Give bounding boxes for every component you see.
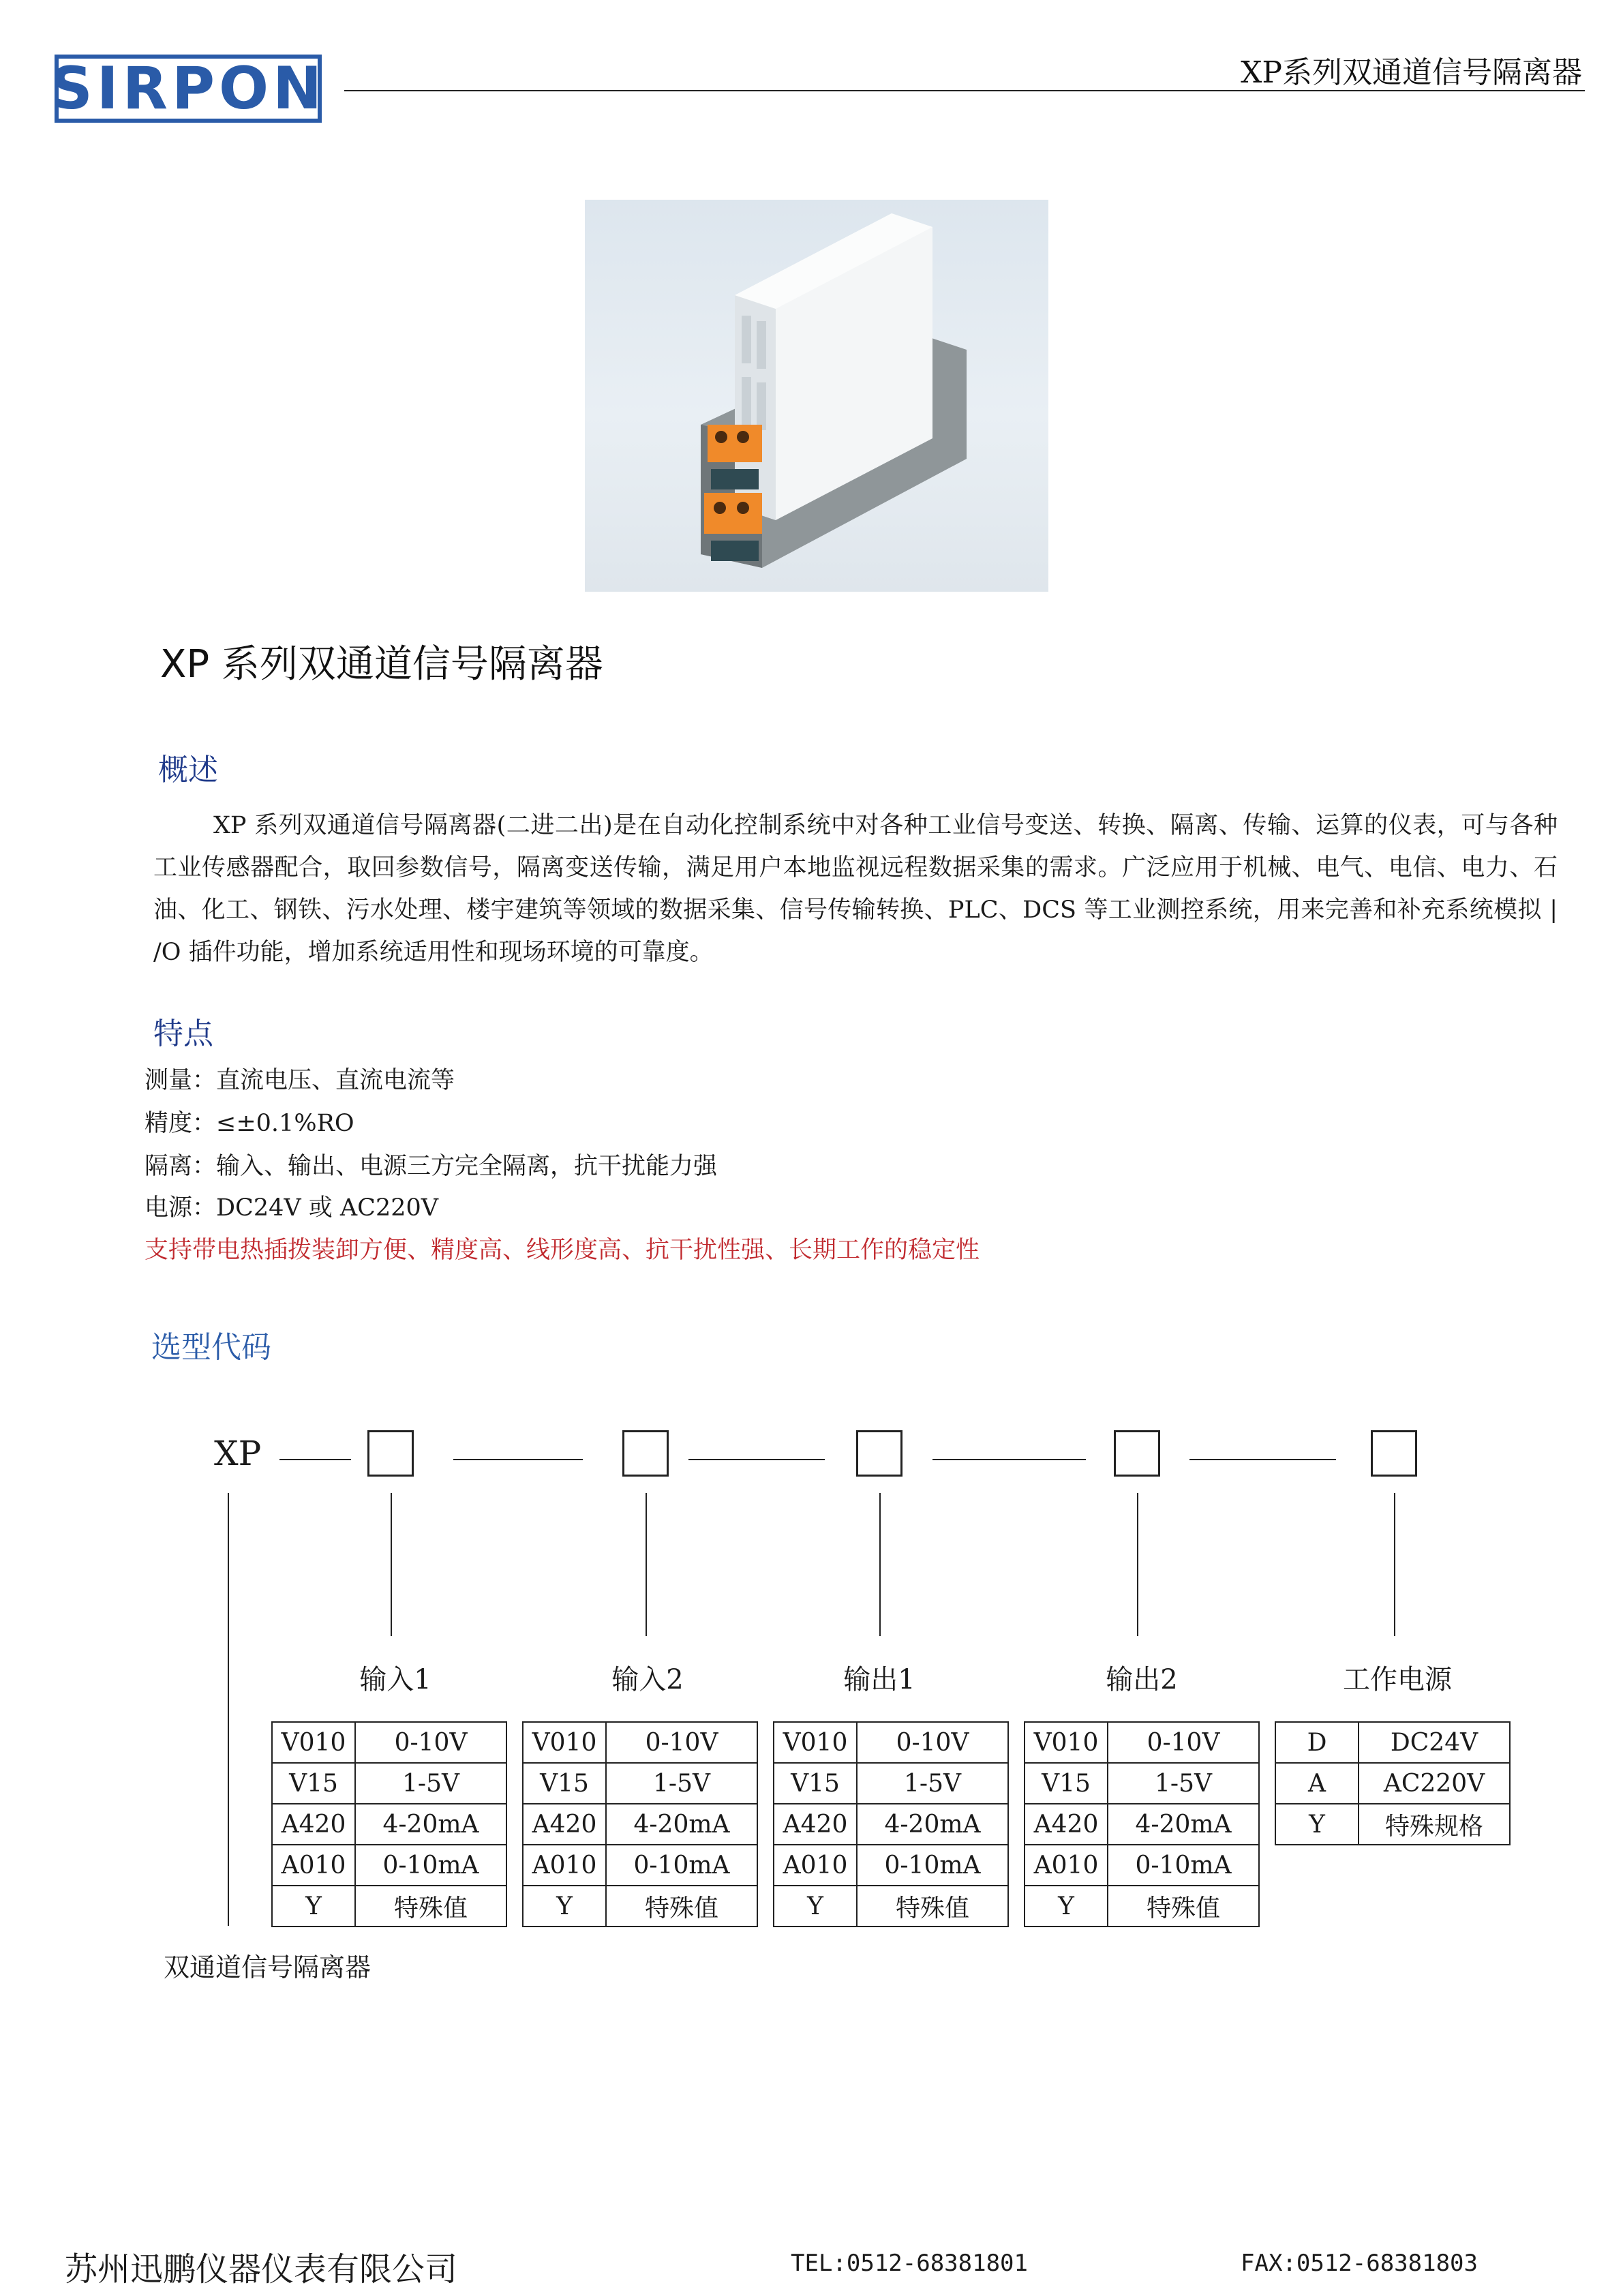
column-label-input2: 输入2 xyxy=(611,1664,684,1695)
option-value: 0-10mA xyxy=(355,1845,506,1886)
prefix-drop-line xyxy=(228,1493,229,1926)
option-value: 4-20mA xyxy=(857,1804,1008,1845)
option-code: V15 xyxy=(1025,1763,1108,1804)
option-value: 1-5V xyxy=(606,1763,757,1804)
option-code: Y xyxy=(272,1886,355,1927)
table-row xyxy=(272,1722,506,1763)
footer-fax: FAX:0512-68381803 xyxy=(1241,2250,1478,2277)
code-box-output1 xyxy=(856,1430,902,1477)
selection-heading: 选型代码 xyxy=(151,1330,271,1365)
option-value: 特殊值 xyxy=(857,1886,1008,1927)
table-row xyxy=(774,1722,1008,1763)
option-code: A420 xyxy=(1025,1804,1108,1845)
option-value: 1-5V xyxy=(1108,1763,1259,1804)
options-table-output1 xyxy=(773,1721,1009,1927)
feature-highlight: 支持带电热插拨装卸方便、精度高、线形度高、抗干扰性强、长期工作的稳定性 xyxy=(145,1237,980,1264)
option-value: 特殊值 xyxy=(1108,1886,1259,1927)
code-box-output2 xyxy=(1114,1430,1160,1477)
table-row xyxy=(774,1845,1008,1886)
option-value: 4-20mA xyxy=(355,1804,506,1845)
footer-tel: TEL:0512-68381801 xyxy=(791,2250,1028,2277)
option-code: A420 xyxy=(774,1804,857,1845)
table-row xyxy=(523,1722,757,1763)
option-value: 特殊值 xyxy=(355,1886,506,1927)
table-row xyxy=(1275,1804,1510,1845)
feature-item: 电源：DC24V 或 AC220V xyxy=(145,1194,439,1222)
table-row xyxy=(774,1763,1008,1804)
option-value: 0-10V xyxy=(355,1722,506,1763)
option-code: V010 xyxy=(523,1722,606,1763)
table-row xyxy=(523,1763,757,1804)
drop-line xyxy=(879,1493,881,1636)
option-code: A420 xyxy=(272,1804,355,1845)
feature-item: 隔离：输入、输出、电源三方完全隔离，抗干扰能力强 xyxy=(145,1153,718,1180)
options-table-output2 xyxy=(1024,1721,1260,1927)
drop-line xyxy=(646,1493,647,1636)
table-row xyxy=(1275,1763,1510,1804)
feature-item: 测量：直流电压、直流电流等 xyxy=(145,1067,455,1094)
option-value: 4-20mA xyxy=(1108,1804,1259,1845)
drop-line xyxy=(391,1493,392,1636)
option-value: 0-10mA xyxy=(857,1845,1008,1886)
column-label-output2: 输出2 xyxy=(1106,1664,1178,1695)
option-code: A010 xyxy=(523,1845,606,1886)
option-value: 1-5V xyxy=(857,1763,1008,1804)
option-value: 特殊值 xyxy=(606,1886,757,1927)
table-row xyxy=(1025,1763,1259,1804)
table-row xyxy=(523,1886,757,1927)
table-row xyxy=(1025,1886,1259,1927)
connector-line xyxy=(1189,1459,1336,1460)
company-logo xyxy=(50,55,327,123)
table-row xyxy=(774,1886,1008,1927)
option-value: 4-20mA xyxy=(606,1804,757,1845)
table-row xyxy=(523,1804,757,1845)
option-value: 0-10V xyxy=(606,1722,757,1763)
column-label-power: 工作电源 xyxy=(1343,1664,1452,1695)
logo-text: SIRPON xyxy=(50,55,327,123)
option-code: Y xyxy=(774,1886,857,1927)
option-value: 0-10mA xyxy=(1108,1845,1259,1886)
model-prefix: XP xyxy=(214,1434,262,1473)
code-box-input1 xyxy=(367,1430,414,1477)
table-row xyxy=(1025,1722,1259,1763)
page-title: XP 系列双通道信号隔离器 xyxy=(160,642,603,686)
option-code: Y xyxy=(523,1886,606,1927)
option-code: A420 xyxy=(523,1804,606,1845)
option-value: 0-10mA xyxy=(606,1845,757,1886)
option-value: 1-5V xyxy=(355,1763,506,1804)
table-row xyxy=(1025,1804,1259,1845)
table-row xyxy=(272,1845,506,1886)
option-code: V15 xyxy=(523,1763,606,1804)
table-row xyxy=(1275,1722,1510,1763)
table-row xyxy=(774,1804,1008,1845)
option-code: V15 xyxy=(774,1763,857,1804)
option-code: V010 xyxy=(1025,1722,1108,1763)
option-value: DC24V xyxy=(1359,1722,1510,1763)
option-value: 0-10V xyxy=(857,1722,1008,1763)
features-heading: 特点 xyxy=(153,1016,213,1051)
column-label-input1: 输入1 xyxy=(359,1664,431,1695)
table-row xyxy=(272,1886,506,1927)
table-row xyxy=(272,1804,506,1845)
options-table-power xyxy=(1275,1721,1511,1845)
option-code: A xyxy=(1275,1763,1359,1804)
header-divider xyxy=(344,90,1585,91)
table-row xyxy=(272,1763,506,1804)
option-code: D xyxy=(1275,1722,1359,1763)
option-code: V010 xyxy=(272,1722,355,1763)
product-name-label: 双通道信号隔离器 xyxy=(164,1952,371,1982)
code-box-input2 xyxy=(622,1430,669,1477)
option-value: 0-10V xyxy=(1108,1722,1259,1763)
table-row xyxy=(1025,1845,1259,1886)
table-row xyxy=(523,1845,757,1886)
connector-line xyxy=(453,1459,583,1460)
column-label-output1: 输出1 xyxy=(843,1664,915,1695)
option-code: V010 xyxy=(774,1722,857,1763)
drop-line xyxy=(1137,1493,1138,1636)
overview-paragraph: XP 系列双通道信号隔离器(二进二出)是在自动化控制系统中对各种工业信号变送、转换、隔离、传输、运算的仪表，可与各种工业传感器配合，取回参数信号，隔离变送传输，满足用户本地监视远程数据采集的需求。广泛应用于机械、电气、电信、电力、石油、化工、钢铁、污水处理、楼宇建筑等领域的数据采集、信号传输转换、PLC、DCS 等工业测控系统，用来完善和补充系统模拟 | /O 插件功能，增加系统适用性和现场环境的可靠度。 xyxy=(153,812,1558,966)
option-code: V15 xyxy=(272,1763,355,1804)
product-image xyxy=(585,200,1048,592)
option-code: A010 xyxy=(272,1845,355,1886)
connector-line xyxy=(932,1459,1086,1460)
overview-heading: 概述 xyxy=(158,753,218,787)
option-code: Y xyxy=(1025,1886,1108,1927)
connector-line xyxy=(688,1459,825,1460)
options-table-input1 xyxy=(271,1721,507,1927)
connector-line xyxy=(279,1459,351,1460)
option-code: A010 xyxy=(1025,1845,1108,1886)
option-code: Y xyxy=(1275,1804,1359,1845)
option-value: 特殊规格 xyxy=(1359,1804,1510,1845)
option-code: A010 xyxy=(774,1845,857,1886)
drop-line xyxy=(1394,1493,1395,1636)
code-box-power xyxy=(1371,1430,1417,1477)
options-table-input2 xyxy=(522,1721,758,1927)
header-title: XP系列双通道信号隔离器 xyxy=(1241,55,1582,90)
option-value: AC220V xyxy=(1359,1763,1510,1804)
feature-item: 精度：≤±0.1%RO xyxy=(145,1110,354,1137)
footer-company: 苏州迅鹏仪器仪表有限公司 xyxy=(65,2250,458,2289)
